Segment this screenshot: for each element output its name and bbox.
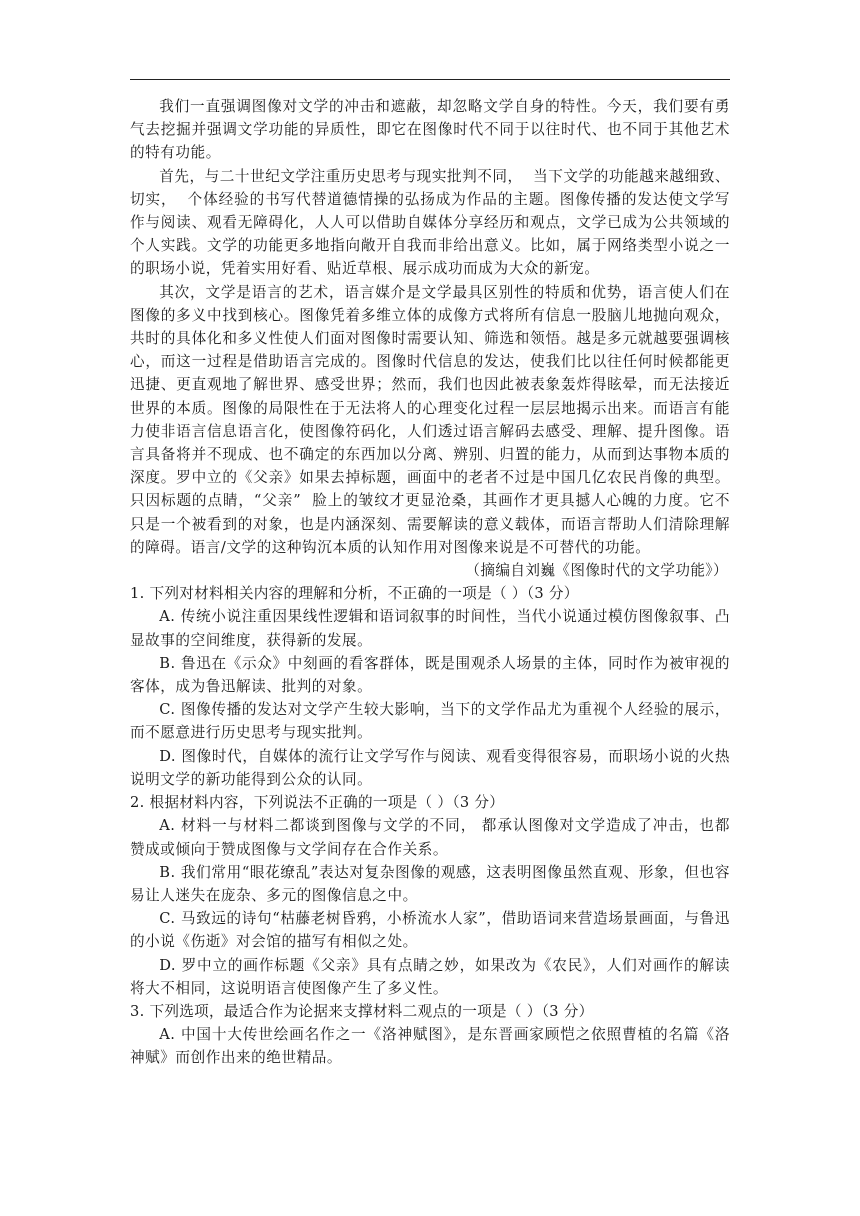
passage-paragraph: 我们一直强调图像对文学的冲击和遮蔽，却忽略文学自身的特性。今天，我们要有勇气去挖掘并强调文学功能的异质性，即它在图像时代不同于以往时代、也不同于其他艺术的特有功能。 [130,98,730,162]
question-1 [130,582,730,791]
option-d: D. 罗中立的画作标题《父亲》具有点睛之妙，如果改为《农民》，人们对画作的解读将大不相同，这说明语言使图像产生了多义性。 [130,956,730,997]
reading-passage [130,95,730,582]
option-c: C. 图像传播的发达对文学产生较大影响，当下的文学作品尤为重视个人经验的展示，而不愿意进行历史思考与现实批判。 [130,701,730,742]
question-stem: 2. 根据材料内容，下列说法不正确的一项是（ ）（3 分） [130,794,505,812]
option-b: B. 我们常用“眼花缭乱”表达对复杂图像的观感，这表明图像虽然直观、形象，但也容易让人迷失在庞杂、多元的图像信息之中。 [130,863,730,904]
option-a: A. 材料一与材料二都谈到图像与文学的不同， 都承认图像对文学造成了冲击，也都赞成或倾向于赞成图像与文学间存在合作关系。 [130,817,730,858]
option-a: A. 传统小说注重因果线性逻辑和语词叙事的时间性，当代小说通过模仿图像叙事、凸显故事的空间维度，获得新的发展。 [130,608,730,649]
question-3 [130,1000,730,1070]
question-stem: 1. 下列对材料相关内容的理解和分析，不正确的一项是（ ）（3 分） [130,585,579,603]
exam-page [130,79,730,1070]
option-c: C. 马致远的诗句“枯藤老树昏鸦，小桥流水人家”，借助语词来营造场景画面，与鲁迅的小说《伤逝》对会馆的描写有相似之处。 [130,910,730,951]
option-a: A. 中国十大传世绘画名作之一《洛神赋图》，是东晋画家顾恺之依照曹植的名篇《洛神赋》而创作出来的绝世精品。 [130,1026,730,1067]
source-attribution: （摘编自刘巍《图像时代的文学功能》） [465,562,728,580]
passage-paragraph: 首先，与二十世纪文学注重历史思考与现实批判不同， 当下文学的功能越来越细致、切实， 个体经验的书写代替道德情操的弘扬成为作品的主题。图像传播的发达使文学写作与阅读、观看无障碍化，人人可以借助自媒体分享经历和观点，文学已成为公共领域的个人实践。文学的功能更多地指向敞开自我而非给出意义。比如，属于网络类型小说之一的职场小说，凭着实用好看、贴近草根、展示成功而成为大众的新宠。 [130,167,730,278]
header-rule [130,79,730,80]
passage-paragraph: 其次，文学是语言的艺术，语言媒介是文学最具区别性的特质和优势，语言使人们在图像的多义中找到核心。图像凭着多维立体的成像方式将所有信息一股脑儿地抛向观众，共时的具体化和多义性使人们面对图像时需要认知、筛选和领悟。越是多元就越要强调核心，而这一过程是借助语言完成的。图像时代信息的发达，使我们比以往任何时候都能更迅捷、更直观地了解世界、感受世界；然而，我们也因此被表象轰炸得眩晕，而无法接近世界的本质。图像的局限性在于无法将人的心理变化过程一层层地揭示出来。而语言有能力使非语言信息语言化，使图像符码化，人们透过语言解码去感受、理解、提升图像。语言具备将并不现成、也不确定的东西加以分离、辨别、归置的能力，从而到达事物本质的深度。罗中立的《父亲》如果去掉标题，画面中的老者不过是中国几亿农民肖像的典型。只因标题的点睛，“父亲” 脸上的皱纹才更显沧桑，其画作才更具撼人心魄的力度。它不只是一个被看到的对象，也是内涵深刻、需要解读的意义载体，而语言帮助人们清除理解的障碍。语言/文学的这种钩沉本质的认知作用对图像来说是不可替代的功能。 [130,283,730,556]
option-b: B. 鲁迅在《示众》中刻画的看客群体，既是围观杀人场景的主体，同时作为被审视的客体，成为鲁迅解读、批判的对象。 [130,654,730,696]
question-stem: 3. 下列选项，最适合作为论据来支撑材料二观点的一项是（ ）（3 分） [130,1002,594,1020]
option-d: D. 图像时代，自媒体的流行让文学写作与阅读、观看变得很容易，而职场小说的火热说明文学的新功能得到公众的认同。 [130,747,730,788]
question-2 [130,791,730,1000]
